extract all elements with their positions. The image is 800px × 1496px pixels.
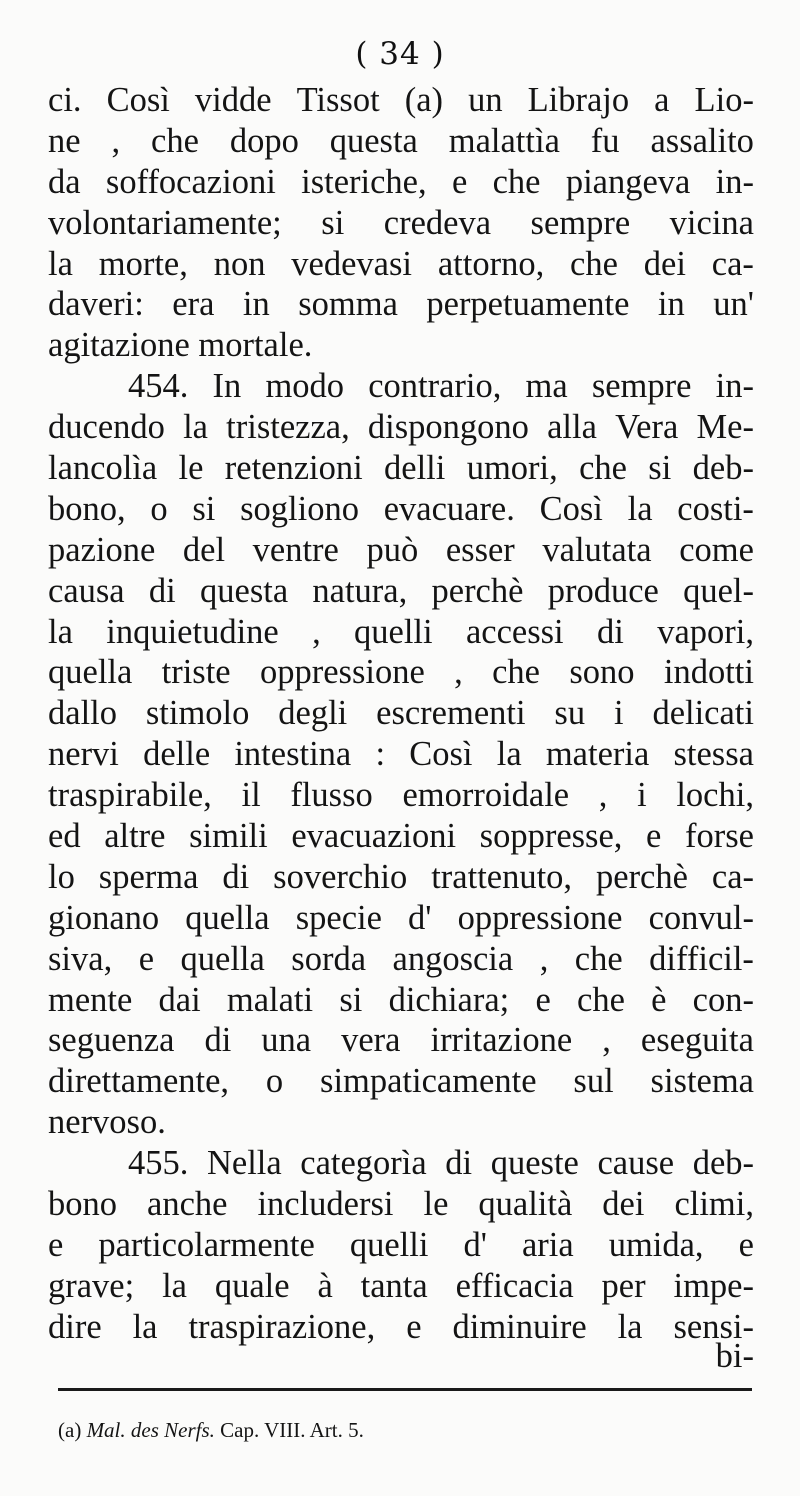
- word: o: [265, 1062, 284, 1101]
- word: su: [554, 694, 586, 733]
- word: morte,: [98, 244, 188, 283]
- word: queste: [490, 1144, 579, 1183]
- word: soffocazioni: [105, 162, 276, 201]
- word: impe-: [673, 1266, 754, 1305]
- word: questa: [329, 121, 418, 160]
- word: inquietudine: [106, 612, 279, 651]
- word: pazione: [48, 530, 156, 569]
- word: la: [183, 408, 208, 447]
- word: anche: [147, 1185, 228, 1224]
- word: che: [577, 980, 625, 1019]
- word: costi-: [677, 489, 754, 528]
- word: accessi: [465, 612, 564, 651]
- word: vedevasi: [291, 244, 412, 283]
- word: ma: [525, 367, 568, 406]
- word: quelli: [349, 1225, 429, 1264]
- word: Librajo: [527, 81, 630, 119]
- word: quella: [180, 939, 265, 978]
- word: si: [321, 203, 345, 242]
- word: di: [148, 571, 176, 610]
- word: e: [646, 817, 662, 856]
- word: che: [492, 653, 540, 692]
- text-line: [48, 612, 754, 653]
- word: esser: [445, 530, 515, 569]
- word: dai: [158, 980, 201, 1019]
- word: (a): [404, 81, 444, 119]
- paragraph-end-line: agitazione mortale.: [48, 326, 313, 365]
- text-line: [48, 734, 754, 775]
- word: intestina: [234, 735, 352, 774]
- word: bono,: [48, 489, 126, 528]
- word: dire: [48, 1307, 102, 1346]
- word: che: [151, 121, 199, 160]
- word: quale: [214, 1266, 290, 1305]
- word: credeva: [383, 203, 492, 242]
- word: ,: [454, 653, 463, 692]
- word: ,: [602, 1021, 611, 1060]
- word: climi,: [674, 1185, 754, 1224]
- word: dei: [643, 244, 686, 283]
- word: evacuare.: [383, 489, 515, 528]
- word: attorno,: [437, 244, 545, 283]
- word: ca-: [711, 857, 754, 896]
- word: nervi: [48, 735, 119, 774]
- word: la: [162, 1266, 187, 1305]
- body-text: [48, 80, 754, 1348]
- word: cause: [597, 1144, 675, 1183]
- text-line: [48, 80, 754, 121]
- word: umida,: [608, 1225, 704, 1264]
- word: Così: [539, 489, 603, 528]
- word: di: [597, 612, 624, 651]
- word: Così: [409, 735, 473, 774]
- word: altre: [104, 817, 166, 856]
- word: si: [339, 980, 363, 1019]
- text-line: [48, 1020, 754, 1061]
- word: ne: [48, 121, 81, 160]
- word: seguenza: [48, 1021, 175, 1060]
- word: escrementi: [376, 694, 526, 733]
- word: da: [48, 162, 81, 201]
- word: soverchio: [273, 857, 408, 896]
- word: e: [138, 939, 155, 978]
- word: o: [150, 489, 168, 528]
- word: qualità: [478, 1185, 573, 1224]
- word: eseguita: [640, 1021, 754, 1060]
- word: Tissot: [296, 81, 380, 119]
- word: retenzioni: [224, 449, 363, 488]
- word: alla: [547, 408, 597, 447]
- word: lancolìa: [48, 449, 158, 488]
- text-line: [48, 857, 754, 898]
- word: tristezza,: [226, 408, 350, 447]
- word: specie: [295, 898, 382, 937]
- word: e: [738, 1225, 754, 1264]
- word: siva,: [48, 939, 113, 978]
- word: à: [317, 1266, 333, 1305]
- word: grave;: [48, 1266, 135, 1305]
- word: Lio-: [694, 81, 754, 119]
- word: i: [637, 776, 647, 815]
- word: perchè: [596, 857, 688, 896]
- text-line: [48, 939, 754, 980]
- word: valutata: [542, 530, 652, 569]
- word: Così: [106, 81, 170, 119]
- word: ,: [598, 776, 608, 815]
- word: la: [48, 612, 73, 651]
- word: efficacia: [455, 1266, 574, 1305]
- word: triste: [161, 653, 231, 692]
- word: lo: [48, 857, 75, 896]
- word: contrario,: [368, 367, 502, 406]
- word: si: [648, 449, 672, 488]
- word: soppresse,: [479, 817, 623, 856]
- text-line: [48, 489, 754, 530]
- text-line: [48, 284, 754, 325]
- word: non: [213, 244, 266, 283]
- catchword: bi-: [715, 1337, 754, 1375]
- text-line: [48, 898, 754, 939]
- footnote: [58, 1418, 364, 1443]
- word: la: [48, 244, 73, 283]
- word: isteriche,: [301, 162, 427, 201]
- word: gionano: [48, 898, 160, 937]
- word: le: [178, 449, 204, 488]
- word: :: [375, 735, 386, 774]
- word: vera: [341, 1021, 401, 1060]
- text-line: [48, 162, 754, 203]
- word: a: [654, 81, 670, 119]
- word: la: [496, 735, 522, 774]
- text-line: [48, 244, 754, 285]
- word: come: [679, 530, 754, 569]
- word: volontariamente;: [48, 203, 282, 242]
- word: e: [48, 1225, 64, 1264]
- word: bono: [48, 1185, 117, 1224]
- word: sperma: [98, 857, 199, 896]
- word: traspirazione,: [188, 1307, 376, 1346]
- word: sul: [573, 1062, 614, 1101]
- word: sensi-: [673, 1307, 754, 1346]
- footnote-marker: (a): [58, 1418, 82, 1442]
- word: che: [579, 449, 627, 488]
- word: ventre: [252, 530, 339, 569]
- word: dichiara;: [388, 980, 510, 1019]
- word: le: [423, 1185, 449, 1224]
- text-line: [48, 121, 754, 162]
- word: oppressione: [259, 653, 425, 692]
- text-line: [48, 1225, 754, 1266]
- word: quelli: [354, 612, 433, 651]
- text-line: [48, 693, 754, 734]
- word: il: [241, 776, 261, 815]
- word: simpaticamente: [320, 1062, 537, 1101]
- word: ca-: [711, 244, 754, 283]
- word: quella: [48, 653, 133, 692]
- word: somma: [298, 285, 398, 324]
- word: degli: [278, 694, 348, 733]
- word: sistema: [650, 1062, 754, 1101]
- word: direttamente,: [48, 1062, 230, 1101]
- word: 454.: [128, 367, 189, 406]
- word: aria: [521, 1225, 574, 1264]
- word: delle: [143, 735, 211, 774]
- word: dallo: [48, 694, 117, 733]
- paragraph-start-line: [48, 366, 754, 407]
- word: umori,: [466, 449, 558, 488]
- word: sorda: [291, 939, 367, 978]
- word: mente: [48, 980, 133, 1019]
- word: in: [657, 285, 685, 324]
- word: sono: [569, 653, 635, 692]
- word: Nella: [206, 1144, 282, 1183]
- footnote-divider: [58, 1388, 752, 1391]
- word: è: [651, 980, 667, 1019]
- word: evacuazioni: [291, 817, 457, 856]
- word: Vera: [615, 408, 679, 447]
- word: sogliono: [240, 489, 359, 528]
- word: trattenuto,: [431, 857, 573, 896]
- word: questa: [200, 571, 289, 610]
- word: una: [261, 1021, 312, 1060]
- word: e: [406, 1307, 422, 1346]
- word: dei: [602, 1185, 645, 1224]
- text-line: [48, 571, 754, 612]
- word: irritazione: [430, 1021, 573, 1060]
- word: di: [204, 1021, 232, 1060]
- word: dopo: [229, 121, 299, 160]
- text-line: [48, 652, 754, 693]
- word: del: [182, 530, 226, 569]
- word: di: [445, 1144, 473, 1183]
- word: tanta: [360, 1266, 428, 1305]
- word: un: [468, 81, 503, 119]
- text-line: [48, 530, 754, 571]
- word: malattìa: [448, 121, 560, 160]
- text-line: [48, 775, 754, 816]
- word: e: [535, 980, 551, 1019]
- text-line: [48, 1184, 754, 1225]
- word: ci.: [48, 81, 82, 119]
- text-line: [48, 203, 754, 244]
- word: dispongono: [367, 408, 529, 447]
- footnote-source: Mal. des Nerfs.: [86, 1418, 215, 1442]
- word: quella: [185, 898, 270, 937]
- word: perchè: [431, 571, 524, 610]
- word: piangeva: [565, 162, 691, 201]
- word: che: [574, 939, 623, 978]
- page-number: ( 34 ): [355, 36, 445, 72]
- word: convul-: [648, 898, 754, 937]
- word: particolarmente: [98, 1225, 315, 1264]
- word: daveri:: [48, 285, 144, 324]
- word: stessa: [673, 735, 754, 774]
- word: includersi: [257, 1185, 394, 1224]
- word: ed: [48, 817, 81, 856]
- word: stimolo: [145, 694, 250, 733]
- word: In: [212, 367, 242, 406]
- word: assalito: [650, 121, 754, 160]
- word: delicati: [652, 694, 754, 733]
- word: ,: [111, 121, 121, 160]
- word: ,: [312, 612, 321, 651]
- text-line: [48, 448, 754, 489]
- word: che: [570, 244, 618, 283]
- word: delli: [384, 449, 446, 488]
- word: emorroidale: [402, 776, 570, 815]
- word: deb-: [692, 1144, 754, 1183]
- word: un': [713, 285, 754, 324]
- word: ,: [539, 939, 549, 978]
- word: la: [132, 1307, 158, 1346]
- word: deb-: [692, 449, 754, 488]
- text-line: [48, 816, 754, 857]
- word: malati: [226, 980, 314, 1019]
- word: perpetuamente: [426, 285, 630, 324]
- word: la: [617, 1307, 643, 1346]
- word: Me-: [696, 408, 754, 447]
- word: traspirabile,: [48, 776, 212, 815]
- text-line: [48, 407, 754, 448]
- word: produce: [547, 571, 659, 610]
- word: 455.: [128, 1144, 189, 1183]
- word: materia: [545, 735, 650, 774]
- word: natura,: [312, 571, 408, 610]
- word: oppressione: [457, 898, 623, 937]
- word: indotti: [663, 653, 754, 692]
- word: quel-: [683, 571, 754, 610]
- word: in-: [715, 162, 754, 201]
- word: ducendo: [48, 408, 165, 447]
- word: che: [492, 162, 541, 201]
- word: la: [627, 489, 653, 528]
- word: d': [463, 1225, 487, 1264]
- word: difficil-: [649, 939, 754, 978]
- word: modo: [265, 367, 345, 406]
- word: si: [192, 489, 216, 528]
- word: lochi,: [676, 776, 754, 815]
- word: categorìa: [300, 1144, 427, 1183]
- word: flusso: [290, 776, 373, 815]
- word: in: [242, 285, 270, 324]
- word: in-: [715, 367, 754, 406]
- word: era: [172, 285, 215, 324]
- word: vidde: [194, 81, 272, 119]
- word: simili: [189, 817, 268, 856]
- word: con-: [692, 980, 754, 1019]
- text-line: [48, 980, 754, 1021]
- paragraph-end-line: nervoso.: [48, 1103, 166, 1142]
- word: i: [613, 694, 624, 733]
- word: può: [366, 530, 419, 569]
- word: forse: [684, 817, 754, 856]
- word: per: [601, 1266, 646, 1305]
- word: vapori,: [657, 612, 754, 651]
- text-line: [48, 1266, 754, 1307]
- paragraph-start-line: [48, 1143, 754, 1184]
- text-line: [48, 1061, 754, 1102]
- word: vicina: [669, 203, 754, 242]
- word: sempre: [591, 367, 692, 406]
- word: diminuire: [452, 1307, 587, 1346]
- word: causa: [48, 571, 125, 610]
- word: e: [451, 162, 468, 201]
- word: di: [222, 857, 250, 896]
- word: sempre: [530, 203, 631, 242]
- word: fu: [590, 121, 620, 160]
- word: angoscia: [392, 939, 514, 978]
- footnote-reference: Cap. VIII. Art. 5.: [220, 1418, 364, 1442]
- word: d': [408, 898, 432, 937]
